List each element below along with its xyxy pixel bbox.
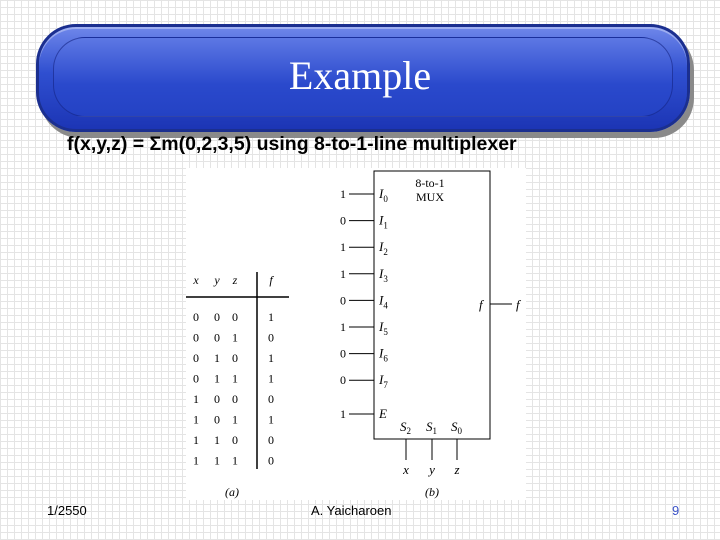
tt-header-x: x xyxy=(193,273,199,287)
mux-inputs xyxy=(340,186,388,421)
tt-cell: 0 xyxy=(193,351,199,365)
mux-figure xyxy=(186,168,526,500)
mux-caption: (b) xyxy=(425,485,439,499)
tt-cell: 1 xyxy=(214,371,220,386)
tt-cell: 1 xyxy=(193,392,199,406)
tt-cell: 0 xyxy=(232,392,238,406)
footer-author: A. Yaicharoen xyxy=(311,503,392,518)
mux-input-value: 1 xyxy=(340,266,346,281)
tt-cell: 0 xyxy=(268,433,274,447)
tt-cell: 1 xyxy=(232,371,238,386)
mux-select-signal: x xyxy=(403,462,409,477)
mux-input-label: $I_2$ xyxy=(379,239,388,258)
tt-rows xyxy=(193,310,274,468)
tt-caption: (a) xyxy=(225,485,239,499)
mux-input-label: $I_5$ xyxy=(379,319,388,337)
mux-select-signal: y xyxy=(429,462,435,477)
mux-label-bottom: MUX xyxy=(415,190,445,204)
tt-cell: 0 xyxy=(193,371,199,386)
tt-cell: 0 xyxy=(268,453,274,468)
tt-cell: 1 xyxy=(193,412,199,427)
mux-selects xyxy=(400,419,463,477)
truth-table xyxy=(186,272,289,499)
tt-cell: 1 xyxy=(232,412,238,427)
mux-input-label: $I_1$ xyxy=(379,212,388,231)
footer-course: 1/2550 xyxy=(47,503,87,518)
slide-title: Example xyxy=(288,53,432,98)
mux-input-label: $I_6$ xyxy=(379,345,388,364)
tt-cell: 1 xyxy=(193,433,199,447)
tt-cell: 1 xyxy=(268,371,274,386)
tt-cell: 1 xyxy=(214,351,220,365)
tt-cell: 1 xyxy=(214,433,220,447)
tt-cell: 0 xyxy=(232,433,238,447)
tt-header-z: z xyxy=(232,273,238,287)
mux-input-value: 1 xyxy=(340,320,346,334)
mux-input-label: $I_4$ xyxy=(379,292,388,311)
tt-cell: 1 xyxy=(193,453,199,468)
tt-cell: 0 xyxy=(232,351,238,365)
mux-block xyxy=(374,171,490,439)
tt-header-y: y xyxy=(214,273,220,287)
mux-output-label-inner: f xyxy=(479,297,483,312)
page-number: 9 xyxy=(672,503,680,518)
mux-input-value: 0 xyxy=(340,373,346,388)
mux-input-value: 1 xyxy=(340,240,346,255)
mux-input-label: $I_0$ xyxy=(379,186,388,204)
mux-select-label: $S_0$ xyxy=(451,419,462,436)
tt-cell: 1 xyxy=(268,412,274,427)
tt-cell: 1 xyxy=(268,310,274,324)
mux-output-label-outer: f xyxy=(516,297,520,312)
tt-cell: 1 xyxy=(268,351,274,365)
tt-header-f: f xyxy=(269,273,273,287)
mux-input-label: $I_7$ xyxy=(379,372,388,391)
mux-select-signal: z xyxy=(454,462,460,477)
tt-cell: 0 xyxy=(193,330,199,345)
mux-diagram xyxy=(340,171,522,499)
mux-input-value: 0 xyxy=(340,293,346,308)
mux-select-label: $S_2$ xyxy=(400,419,411,436)
tt-cell: 0 xyxy=(214,310,220,324)
tt-cell: 0 xyxy=(214,412,220,427)
tt-cell: 0 xyxy=(232,310,238,324)
mux-input-value: 0 xyxy=(340,213,346,228)
tt-cell: 1 xyxy=(232,453,238,468)
mux-select-label: $S_1$ xyxy=(426,419,437,436)
tt-cell: 0 xyxy=(214,330,220,345)
slide-subtitle: f(x,y,z) = Σm(0,2,3,5) using 8-to-1-line multiplexer xyxy=(67,133,517,155)
tt-cell: 1 xyxy=(232,330,238,345)
mux-input-value: 0 xyxy=(340,346,346,361)
mux-label-top: 8-to-1 xyxy=(415,176,445,190)
mux-input-value: 1 xyxy=(340,407,346,421)
tt-cell: 0 xyxy=(193,310,199,324)
mux-input-value: 1 xyxy=(340,187,346,201)
mux-input-label: $I_3$ xyxy=(379,265,388,284)
mux-input-label: E xyxy=(379,406,387,421)
tt-cell: 0 xyxy=(268,392,274,406)
tt-cell: 0 xyxy=(214,392,220,406)
tt-cell: 1 xyxy=(214,453,220,468)
tt-cell: 0 xyxy=(268,330,274,345)
